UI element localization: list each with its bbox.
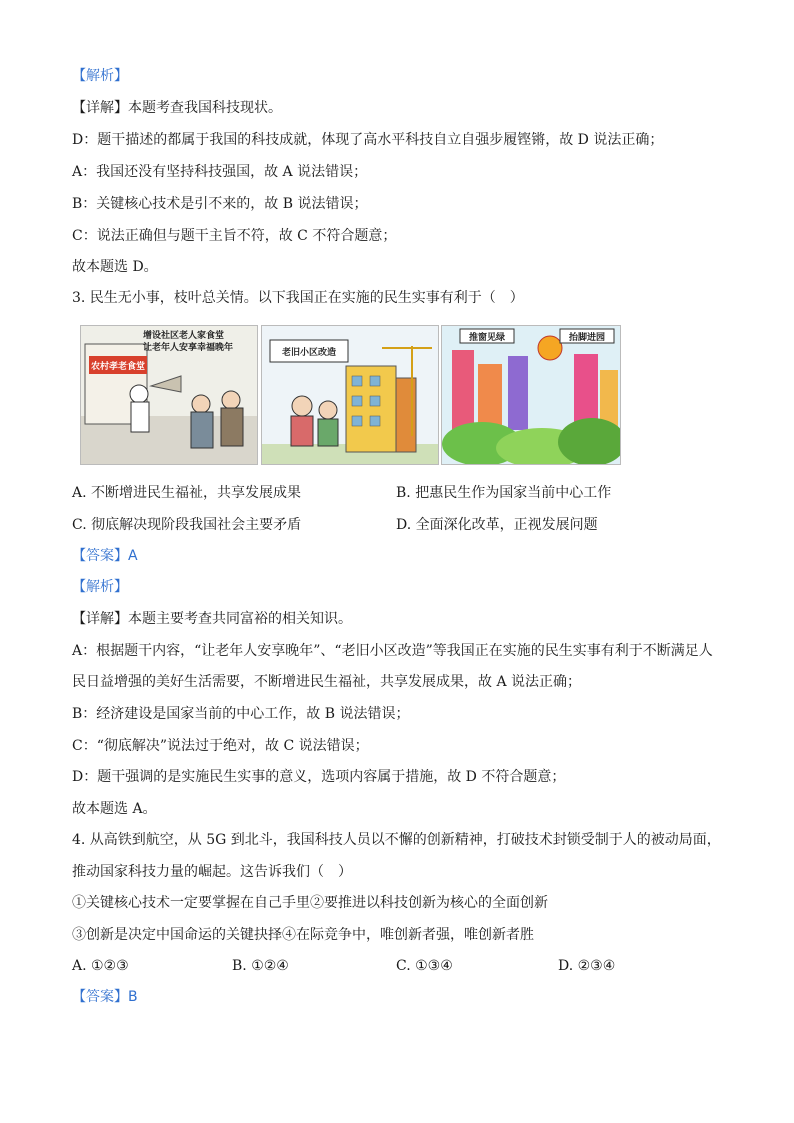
cartoon-caption-2: 让老年人安享幸福晚年 bbox=[143, 343, 234, 353]
question-4-stem: 推动国家科技力量的崛起。这告诉我们（ ） bbox=[72, 864, 352, 880]
detail-text: 【详解】本题考查我国科技现状。 bbox=[72, 100, 282, 116]
conclusion-text: 故本题选 D。 bbox=[72, 259, 158, 275]
detail-text: 民日益增强的美好生活需要，不断增进民生福祉，共享发展成果，故 A 说法正确； bbox=[72, 674, 582, 690]
q4-option-c: C. ①③④ bbox=[396, 958, 453, 974]
conclusion-text: 故本题选 A。 bbox=[72, 801, 157, 817]
canteen-sign: 农村孝老食堂 bbox=[90, 362, 146, 372]
detail-text: D：题干描述的都属于我国的科技成就，体现了高水平科技自立自强步履铿锵，故 D 说法正确； bbox=[72, 132, 664, 148]
green-caption-left: 推窗见绿 bbox=[468, 333, 506, 343]
question-4-statements: ③创新是决定中国命运的关键抉择④在际竞争中，唯创新者强，唯创新者胜 bbox=[72, 927, 534, 943]
q3-option-a: A. 不断增进民生福祉，共享发展成果 bbox=[72, 485, 302, 501]
cartoon-elderly-canteen bbox=[80, 325, 258, 465]
question-3-stem: 3. 民生无小事，枝叶总关情。以下我国正在实施的民生实事有利于（ ） bbox=[72, 290, 524, 306]
detail-text: B：经济建设是国家当前的中心工作，故 B 说法错误； bbox=[72, 706, 410, 722]
drawing-green-park bbox=[441, 325, 621, 465]
question-4-stem: 4. 从高铁到航空，从 5G 到北斗，我国科技人员以不懈的创新精神，打破技术封锁受制于人的被动局面， bbox=[72, 832, 721, 848]
detail-text: C：“彻底解决”说法过于绝对，故 C 说法错误； bbox=[72, 738, 369, 754]
answer-3: 【答案】A bbox=[72, 548, 138, 564]
detail-text: C：说法正确但与题干主旨不符，故 C 不符合题意； bbox=[72, 228, 397, 244]
detail-text: 【详解】本题主要考查共同富裕的相关知识。 bbox=[72, 611, 352, 627]
analysis-heading: 【解析】 bbox=[72, 68, 128, 84]
detail-text: B：关键核心技术是引不来的，故 B 说法错误； bbox=[72, 196, 368, 212]
q4-option-a: A. ①②③ bbox=[72, 958, 129, 974]
detail-text: A：我国还没有坚持科技强国，故 A 说法错误； bbox=[72, 164, 368, 180]
detail-text: A：根据题干内容，“让老年人安享晚年”、“老旧小区改造”等我国正在实施的民生实事有利于不断满足人 bbox=[72, 643, 713, 659]
cartoon-old-community-renovation bbox=[261, 325, 439, 465]
renovation-caption: 老旧小区改造 bbox=[281, 348, 337, 358]
analysis-heading: 【解析】 bbox=[72, 579, 128, 595]
q3-option-c: C. 彻底解决现阶段我国社会主要矛盾 bbox=[72, 517, 302, 533]
detail-text: D：题干强调的是实施民生实事的意义，选项内容属于措施，故 D 不符合题意； bbox=[72, 769, 566, 785]
green-caption-right: 抬脚进园 bbox=[568, 333, 606, 343]
q4-option-d: D. ②③④ bbox=[558, 958, 616, 974]
q4-option-b: B. ①②④ bbox=[232, 958, 289, 974]
answer-4: 【答案】B bbox=[72, 989, 138, 1005]
q3-option-d: D. 全面深化改革，正视发展问题 bbox=[396, 517, 598, 533]
question-4-statements: ①关键核心技术一定要掌握在自己手里②要推进以科技创新为核心的全面创新 bbox=[72, 895, 548, 911]
cartoon-caption-1: 增设社区老人家食堂 bbox=[143, 331, 225, 341]
q3-option-b: B. 把惠民生作为国家当前中心工作 bbox=[396, 485, 612, 501]
